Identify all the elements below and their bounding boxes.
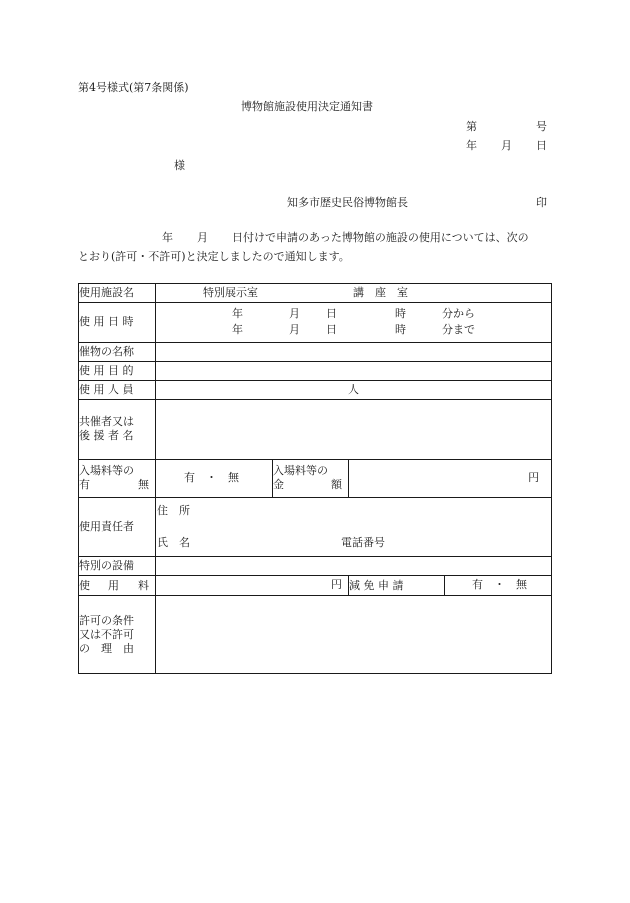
admission-label-line1: 入場料等の	[79, 464, 134, 478]
row-responsible	[79, 498, 552, 557]
responsible-phone-label: 電話番号	[341, 536, 385, 550]
admission-label	[79, 459, 156, 497]
body-line1: 日付けで申請のあった博物館の施設の使用については、次の	[232, 231, 529, 244]
datetime-to-year: 年	[232, 323, 243, 337]
row-attendees	[79, 380, 552, 399]
datetime-to-minute: 分まで	[442, 323, 475, 337]
responsible-name-label: 氏 名	[157, 536, 190, 550]
admission-amount-label-kin: 金	[273, 478, 284, 492]
form-table	[78, 283, 552, 674]
body-month: 月	[197, 231, 208, 244]
fee-label-shi: 使	[79, 578, 90, 592]
purpose-field[interactable]	[156, 361, 552, 380]
responsible-label: 使用責任者	[79, 498, 156, 557]
admission-presence-choice: 有 ・ 無	[184, 470, 239, 484]
admission-amount-label-gaku: 額	[331, 478, 342, 492]
admission-amount-field[interactable]	[349, 459, 552, 497]
seal-mark: 印	[536, 196, 547, 209]
date-day: 日	[536, 139, 547, 152]
purpose-label: 使 用 目 的	[79, 361, 156, 380]
issuer-name: 知多市歴史民俗博物館長	[287, 196, 408, 209]
admission-label-nashi: 無	[138, 478, 149, 492]
sponsor-label	[79, 400, 156, 460]
event-name-label: 催物の名称	[79, 342, 156, 361]
datetime-label: 使 用 日 時	[79, 303, 156, 342]
fee-exemption-choice: 有 ・ 無	[472, 577, 527, 591]
facility-option-special-exhibition: 特別展示室	[203, 286, 258, 299]
fee-exemption-field[interactable]	[445, 575, 552, 595]
datetime-field[interactable]	[156, 303, 552, 342]
row-admission	[79, 459, 552, 497]
datetime-from-hour: 時	[395, 307, 406, 321]
fee-unit: 円	[331, 577, 342, 591]
row-facility	[79, 284, 552, 303]
addressee-suffix: 様	[174, 159, 185, 172]
body-year: 年	[162, 231, 173, 244]
datetime-to-hour: 時	[395, 323, 406, 337]
datetime-from-day: 日	[326, 307, 337, 321]
fee-label-ryou: 料	[138, 578, 149, 592]
equipment-field[interactable]	[156, 556, 552, 575]
body-line2: とおり(許可・不許可)と決定しましたので通知します。	[78, 250, 350, 263]
row-fee	[79, 575, 552, 595]
row-event-name	[79, 342, 552, 361]
facility-label: 使用施設名	[79, 284, 156, 303]
row-purpose	[79, 361, 552, 380]
admission-amount-label-line2	[273, 478, 348, 492]
row-equipment	[79, 556, 552, 575]
number-go: 号	[536, 120, 547, 133]
fee-label-you: 用	[108, 578, 119, 592]
conditions-label-line1: 許可の条件	[79, 613, 134, 627]
datetime-to-day: 日	[326, 323, 337, 337]
row-sponsor	[79, 400, 552, 460]
responsible-address-label: 住 所	[157, 504, 190, 518]
attendees-unit: 人	[348, 382, 359, 396]
admission-label-ari: 有	[79, 478, 90, 492]
conditions-label-line2: 又は不許可	[79, 627, 134, 641]
admission-label-line2	[79, 478, 155, 492]
event-name-field[interactable]	[156, 342, 552, 361]
datetime-to-month: 月	[289, 323, 300, 337]
conditions-field[interactable]	[156, 596, 552, 674]
fee-label	[79, 575, 156, 595]
sponsor-label-line2: 後 援 者 名	[79, 429, 134, 443]
conditions-label	[79, 596, 156, 674]
fee-exemption-label: 減 免 申 請	[349, 575, 445, 595]
attendees-field[interactable]	[156, 380, 552, 399]
form-number: 第4号様式(第7条関係)	[78, 81, 189, 94]
number-dai: 第	[466, 120, 477, 133]
conditions-label-line3: の 理 由	[79, 641, 134, 655]
sponsor-label-line1: 共催者又は	[79, 415, 134, 429]
date-year: 年	[466, 139, 477, 152]
facility-field[interactable]	[156, 284, 552, 303]
sponsor-field[interactable]	[156, 400, 552, 460]
date-month: 月	[501, 139, 512, 152]
datetime-from-year: 年	[232, 307, 243, 321]
datetime-from-minute: 分から	[442, 307, 475, 321]
admission-amount-label-line1: 入場料等の	[273, 464, 328, 478]
attendees-label: 使 用 人 員	[79, 380, 156, 399]
row-conditions	[79, 596, 552, 674]
admission-amount-label	[273, 459, 349, 497]
admission-amount-unit: 円	[528, 470, 540, 484]
row-datetime	[79, 303, 552, 342]
equipment-label: 特別の設備	[79, 556, 156, 575]
admission-presence-field[interactable]	[156, 459, 273, 497]
document-title: 博物館施設使用決定通知書	[241, 100, 373, 113]
responsible-field[interactable]	[156, 498, 552, 557]
facility-option-lecture-room: 講 座 室	[353, 286, 408, 299]
datetime-from-month: 月	[289, 307, 300, 321]
fee-amount-field[interactable]	[156, 575, 349, 595]
